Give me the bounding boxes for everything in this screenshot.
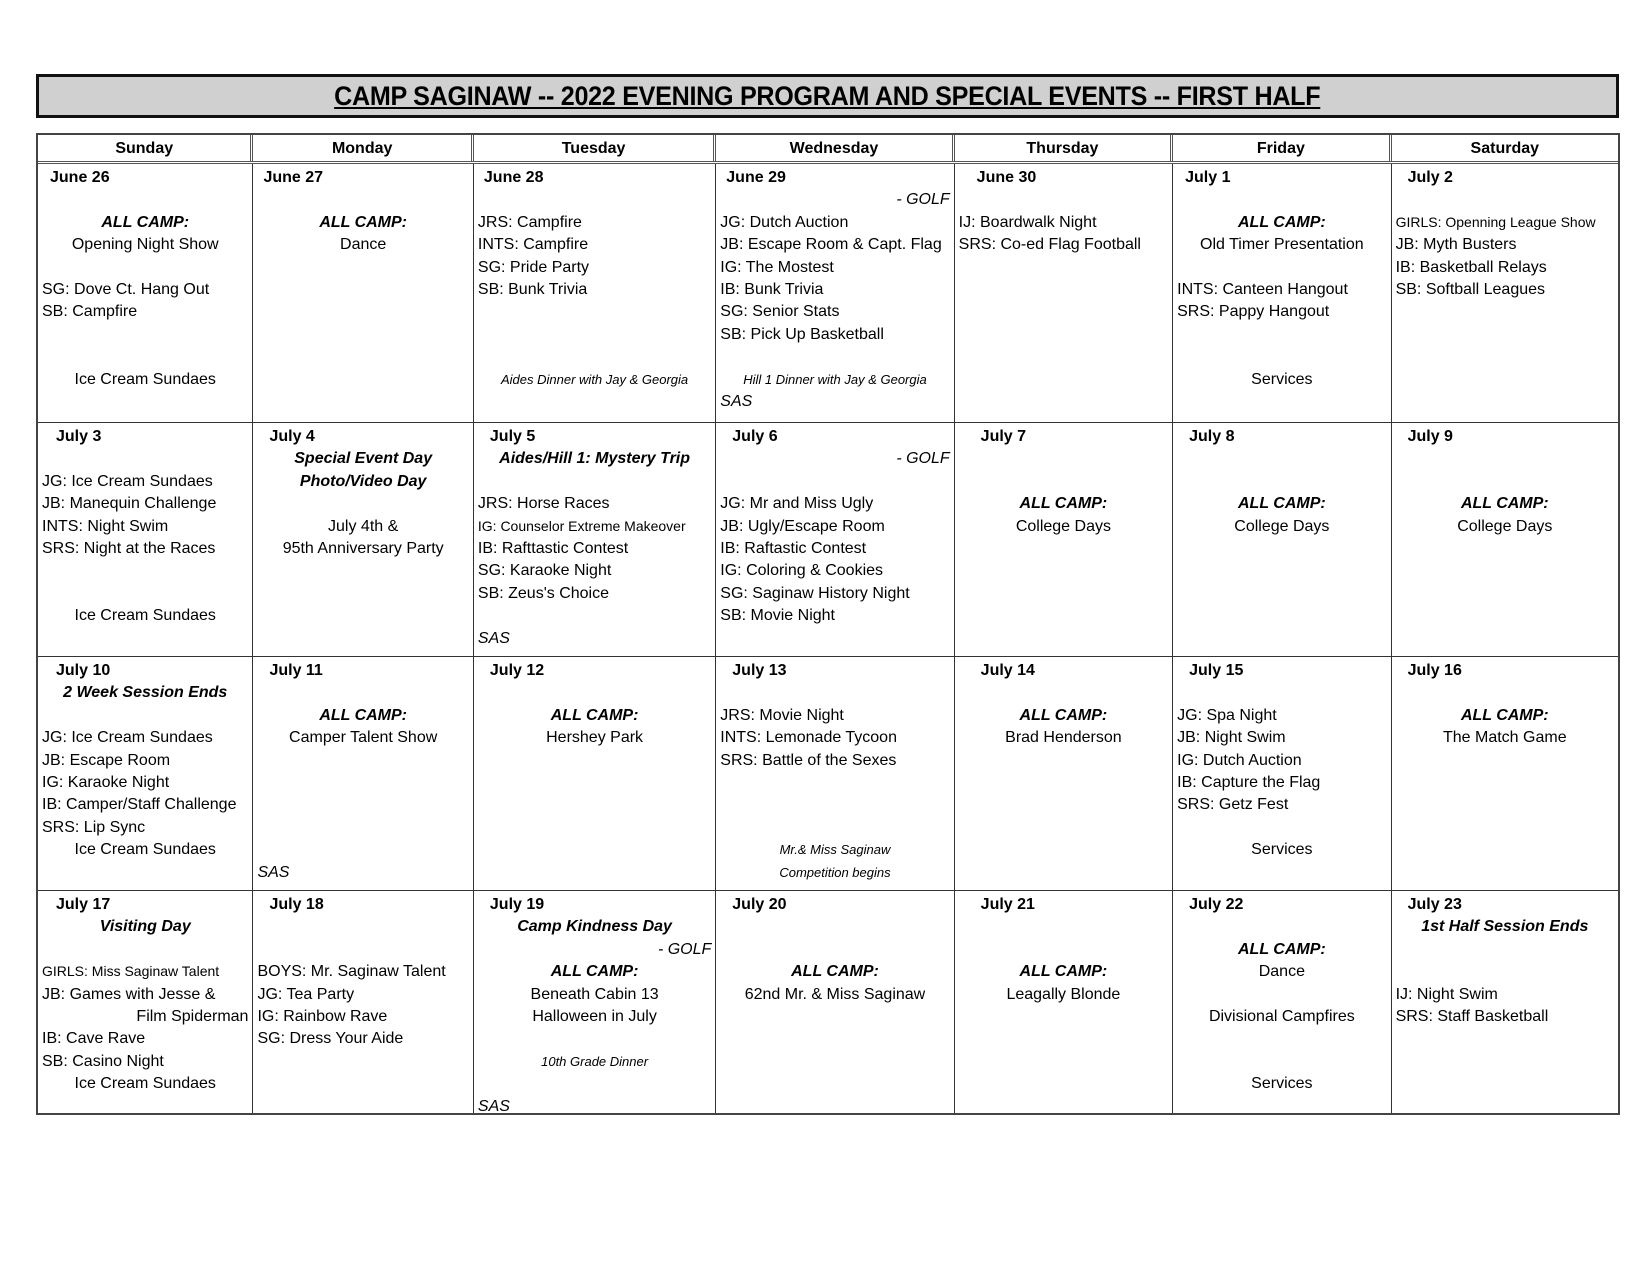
day-date: July 14 [980, 662, 1035, 679]
day-cell [716, 657, 954, 890]
page-title-bar [36, 74, 1619, 118]
event-heading: 1st Half Session Ends [1421, 918, 1589, 936]
day-cell [474, 891, 716, 1113]
dinner-note: Aides Dinner with Jay & Georgia [501, 371, 689, 387]
sas-note: SAS [477, 1097, 510, 1113]
event-line: College Days [1457, 517, 1553, 535]
golf-note: - GOLF [896, 450, 950, 468]
event-line: INTS: Campfire [477, 236, 589, 254]
event-line: GIRLS: Miss Saginaw Talent [42, 963, 220, 980]
day-cell [474, 657, 716, 890]
event-line: Services [1251, 1075, 1313, 1093]
event-heading: Aides/Hill 1: Mystery Trip [499, 450, 691, 468]
dinner-note: Competition begins [779, 864, 891, 880]
day-date: July 12 [489, 662, 545, 679]
dinner-note: Hill 1 Dinner with Jay & Georgia [743, 371, 927, 387]
event-line: JG: Ice Cream Sundaes [42, 472, 213, 490]
event-heading: ALL CAMP: [101, 213, 190, 231]
event-line: SG: Senior Stats [720, 303, 840, 321]
event-line: IJ: Boardwalk Night [958, 213, 1097, 231]
event-line: SB: Pick Up Basketball [720, 325, 884, 343]
event-heading: ALL CAMP: [550, 706, 639, 724]
day-date: June 29 [726, 169, 786, 186]
event-line: College Days [1015, 517, 1111, 535]
day-date: July 23 [1407, 896, 1462, 913]
event-line: GIRLS: Openning League Show [1395, 213, 1596, 230]
event-heading: Visiting Day [99, 918, 191, 936]
event-line: JRS: Movie Night [720, 706, 844, 724]
event-line: 62nd Mr. & Miss Saginaw [744, 985, 926, 1003]
event-line: SRS: Lip Sync [42, 818, 146, 836]
event-line: IB: Basketball Relays [1395, 258, 1547, 276]
event-heading: ALL CAMP: [1238, 940, 1326, 958]
event-line: SB: Softball Leagues [1395, 281, 1546, 298]
event-line: JB: Escape Room [42, 751, 171, 769]
weekday-header-tuesday: Tuesday [474, 135, 716, 161]
day-cell [955, 891, 1173, 1113]
event-line: Film Spiderman [136, 1008, 249, 1025]
day-cell [1392, 164, 1618, 422]
weekday-header-thursday: Thursday [955, 135, 1173, 161]
event-heading: ALL CAMP: [791, 963, 879, 981]
event-heading: ALL CAMP: [1460, 706, 1549, 724]
event-line: IB: Camper/Staff Challenge [42, 796, 237, 814]
page-title: CAMP SAGINAW -- 2022 EVENING PROGRAM AND SPECIAL EVENTS -- FIRST HALF [334, 80, 1321, 111]
event-heading: ALL CAMP: [1460, 495, 1549, 513]
day-cell [253, 164, 473, 422]
day-cell [38, 657, 253, 890]
day-cell [1173, 657, 1391, 890]
day-cell [955, 423, 1173, 656]
event-heading: Camp Kindness Day [517, 918, 672, 936]
day-cell [955, 164, 1173, 422]
week-row [38, 423, 1618, 657]
event-line: Divisional Campfires [1208, 1008, 1355, 1025]
event-heading: ALL CAMP: [1019, 495, 1108, 513]
dinner-note: Mr.& Miss Saginaw [779, 842, 891, 858]
event-line: July 4th & [328, 517, 399, 535]
event-heading: ALL CAMP: [319, 706, 408, 724]
event-line: Camper Talent Show [289, 729, 438, 747]
calendar-grid [36, 133, 1620, 1115]
event-line: Beneath Cabin 13 [530, 985, 659, 1003]
day-cell [474, 164, 716, 422]
event-line: SG: Pride Party [477, 258, 590, 276]
event-line: Ice Cream Sundaes [74, 607, 216, 625]
event-heading: Special Event Day [294, 450, 433, 468]
event-line: Services [1251, 841, 1313, 859]
event-line: JB: Games with Jesse & [42, 985, 216, 1003]
event-heading: ALL CAMP: [1238, 213, 1326, 231]
weekday-header-friday: Friday [1173, 135, 1391, 161]
event-line: JB: Manequin Challenge [42, 495, 217, 513]
event-line: Dance [1258, 963, 1305, 981]
event-line: Dance [340, 236, 387, 254]
event-line: JB: Myth Busters [1395, 236, 1517, 254]
event-line: Opening Night Show [71, 236, 219, 254]
golf-note: - GOLF [657, 940, 712, 958]
day-date: July 5 [489, 428, 536, 445]
weekday-header-wednesday: Wednesday [716, 135, 954, 161]
event-line: IB: Bunk Trivia [720, 281, 824, 298]
event-line: INTS: Canteen Hangout [1177, 281, 1348, 298]
day-cell [1173, 164, 1391, 422]
event-line: SG: Dove Ct. Hang Out [42, 281, 210, 298]
event-line: Old Timer Presentation [1200, 236, 1364, 254]
event-line: Services [1251, 370, 1313, 388]
event-line: SRS: Getz Fest [1177, 796, 1289, 814]
event-line: IB: Cave Rave [42, 1030, 146, 1048]
day-date: July 19 [489, 896, 545, 913]
day-date: July 8 [1189, 428, 1235, 445]
event-line: IB: Raftastic Contest [720, 540, 867, 557]
event-line: Ice Cream Sundaes [74, 370, 216, 388]
day-date: June 26 [50, 169, 110, 186]
weekday-header-monday: Monday [253, 135, 473, 161]
event-heading: 2 Week Session Ends [63, 684, 228, 702]
day-cell [38, 423, 253, 656]
sas-note: SAS [257, 863, 290, 881]
week-row [38, 891, 1618, 1113]
event-line: The Match Game [1442, 729, 1567, 747]
event-line: SG: Saginaw History Night [720, 584, 910, 602]
day-date: July 10 [56, 662, 111, 679]
event-line: SRS: Co-ed Flag Football [958, 236, 1141, 254]
event-line: JB: Night Swim [1177, 729, 1286, 747]
event-line: SB: Campfire [42, 303, 138, 321]
event-line: SG: Dress Your Aide [257, 1030, 404, 1048]
event-line: IG: Coloring & Cookies [720, 562, 884, 580]
weekday-header-sunday: Sunday [38, 135, 253, 161]
event-line: SB: Zeus's Choice [477, 584, 609, 602]
event-line: INTS: Night Swim [42, 517, 169, 535]
day-date: July 18 [269, 896, 324, 913]
event-line: 95th Anniversary Party [282, 540, 444, 557]
day-date: July 1 [1185, 169, 1231, 186]
golf-note: - GOLF [896, 191, 950, 209]
event-line: JG: Dutch Auction [720, 213, 849, 231]
event-line: College Days [1234, 517, 1330, 535]
weekday-header-row [38, 135, 1618, 164]
event-line: Ice Cream Sundaes [74, 1075, 216, 1093]
day-date: July 17 [56, 896, 111, 913]
day-date: July 2 [1407, 169, 1453, 186]
event-line: JRS: Horse Races [477, 495, 610, 513]
event-line: IG: Rainbow Rave [257, 1008, 388, 1025]
event-heading: ALL CAMP: [1238, 495, 1326, 513]
event-line: IJ: Night Swim [1395, 985, 1498, 1003]
day-date: June 28 [483, 169, 544, 186]
event-heading: ALL CAMP: [319, 213, 408, 231]
day-date: July 15 [1189, 662, 1244, 679]
day-cell [955, 657, 1173, 890]
day-date: July 16 [1407, 662, 1462, 679]
event-line: IG: Dutch Auction [1177, 751, 1302, 769]
day-cell [716, 891, 954, 1113]
dinner-note: 10th Grade Dinner [541, 1053, 649, 1069]
event-line: IB: Rafttastic Contest [477, 540, 629, 557]
event-line: Leagally Blonde [1006, 985, 1121, 1003]
day-cell [1392, 657, 1618, 890]
day-date: July 3 [56, 428, 102, 445]
calendar-weeks [38, 164, 1618, 1113]
day-date: July 9 [1407, 428, 1453, 445]
event-line: Halloween in July [532, 1008, 657, 1025]
day-date: July 20 [732, 896, 787, 913]
event-line: SRS: Battle of the Sexes [720, 751, 897, 769]
event-heading: ALL CAMP: [1019, 963, 1108, 981]
event-line: IG: Counselor Extreme Makeover [477, 517, 686, 534]
event-line: SB: Casino Night [42, 1052, 164, 1070]
day-cell [1173, 891, 1391, 1113]
day-cell [1173, 423, 1391, 656]
event-line: SB: Bunk Trivia [477, 281, 588, 298]
event-line: IB: Capture the Flag [1177, 774, 1321, 791]
day-cell [253, 891, 473, 1113]
event-line: SRS: Pappy Hangout [1177, 303, 1330, 321]
week-row [38, 657, 1618, 891]
day-cell [716, 423, 954, 656]
day-date: June 30 [976, 169, 1037, 186]
event-line: IG: The Mostest [720, 258, 834, 276]
day-cell [716, 164, 954, 422]
day-cell [38, 164, 253, 422]
event-line: JG: Spa Night [1177, 706, 1277, 724]
week-row [38, 164, 1618, 423]
event-heading: ALL CAMP: [1019, 706, 1108, 724]
event-line: Hershey Park [546, 729, 644, 747]
day-cell [253, 423, 473, 656]
event-line: JG: Ice Cream Sundaes [42, 729, 213, 747]
day-cell [253, 657, 473, 890]
sas-note: SAS [477, 629, 510, 647]
event-line: SRS: Night at the Races [42, 540, 216, 557]
day-date: July 13 [732, 662, 787, 679]
event-line: IG: Karaoke Night [42, 774, 170, 791]
event-line: JB: Escape Room & Capt. Flag [720, 236, 942, 254]
event-line: SG: Karaoke Night [477, 562, 612, 580]
event-line: JG: Mr and Miss Ugly [720, 495, 874, 513]
event-line: SB: Movie Night [720, 607, 835, 625]
event-line: JG: Tea Party [257, 985, 355, 1003]
event-line: Brad Henderson [1005, 729, 1122, 747]
day-cell [1392, 423, 1618, 656]
day-cell [474, 423, 716, 656]
event-heading: Photo/Video Day [299, 472, 427, 490]
day-date: July 7 [980, 428, 1027, 445]
event-line: BOYS: Mr. Saginaw Talent [257, 963, 446, 981]
day-date: July 21 [980, 896, 1035, 913]
event-line: SRS: Staff Basketball [1395, 1008, 1549, 1025]
day-date: July 4 [269, 428, 315, 445]
event-line: Ice Cream Sundaes [74, 841, 216, 859]
day-cell [1392, 891, 1618, 1113]
event-heading: ALL CAMP: [550, 963, 639, 981]
day-date: June 27 [263, 169, 324, 186]
event-line: INTS: Lemonade Tycoon [720, 729, 897, 747]
sas-note: SAS [720, 393, 753, 410]
event-line: JRS: Campfire [477, 213, 582, 231]
weekday-header-saturday: Saturday [1470, 140, 1540, 157]
event-line: JB: Ugly/Escape Room [720, 517, 885, 535]
day-cell [38, 891, 253, 1113]
day-date: July 11 [269, 662, 323, 679]
day-date: July 6 [732, 428, 778, 445]
day-date: July 22 [1189, 896, 1244, 913]
